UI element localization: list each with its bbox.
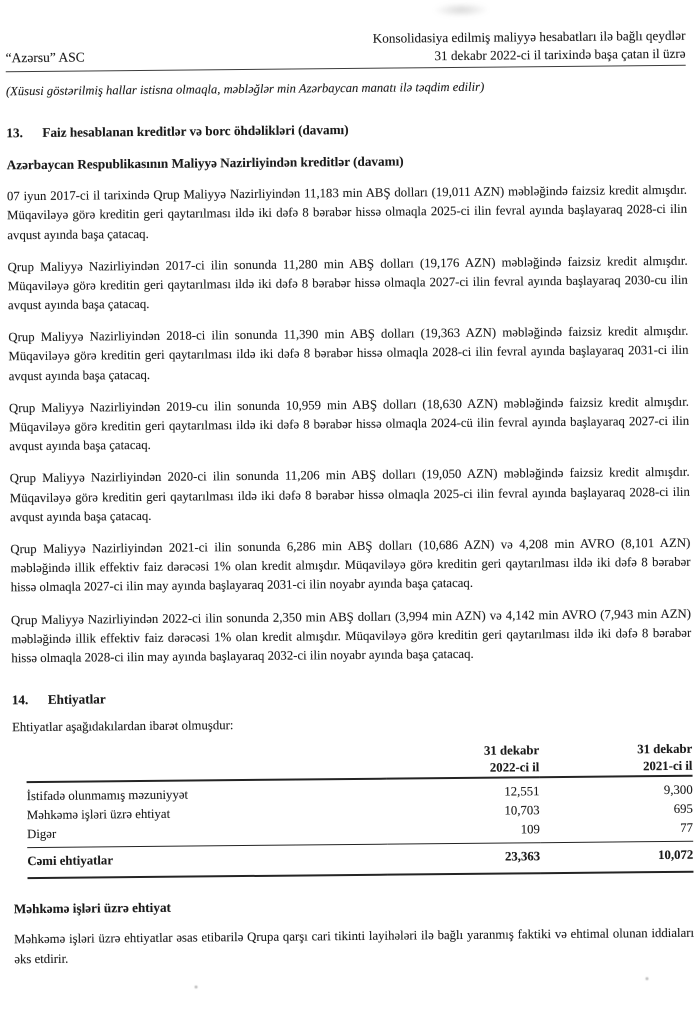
row-value-2022: 10,703 [504,803,540,818]
court-provision-paragraph: Məhkəmə işləri üzrə ehtiyatlar əsas etibarilə Qrupa qarşı cari tikinti layihələri ilə bağlı yaranmış faktiki və ehtimal olunan iddiaları əks etdirir. [14,926,695,966]
section-13-number: 13. [6,124,23,140]
section-14-heading [12,685,692,709]
report-title [373,27,686,66]
total-label: Cəmi ehtiyatlar [27,845,387,878]
table-header-2021 [539,741,693,777]
provisions-intro: Ehtiyatlar aşağıdakılardan ibarət olmuşdur: [11,718,234,735]
row-label: Məhkəmə işləri üzrə ehtiyat [26,806,171,823]
loan-paragraph: Qrup Maliyyə Nazirliyindən 2019-cu ilin sonunda 10,959 min ABŞ dolları (18,630 AZN) məbləğində faizsiz kredit almışdır. Müqaviləyə görə kreditin geri qaytarılması ildə iki dəfə 8 bərabər hissə olmaqla 2024-cü ilin fevral ayında başlayaraq 2027-ci ilin avqust ayında başa çatacaq. [8,394,690,454]
page-header [5,27,685,72]
row-value-2021: 77 [540,819,693,843]
loan-paragraph: Qrup Maliyyə Nazirliyindən 2021-ci ilin sonunda 6,286 min ABŞ dolları (10,686 AZN) və 4,208 min AVRO (8,101 AZN) məbləğində illik effektiv faiz dərəcəsi 1% olan kredit almışdır. Müqaviləyə görə kreditin geri qaytarılması ildə iki dəfə 8 bərabər hissə olmaqla 2027-ci ilin may ayında başlayaraq 2031-ci ilin noyabr ayında başa çatacaq. [10,535,691,595]
section-13-subheading: Azərbaycan Respublikasının Maliyyə Nazirliyindən kreditlər (davamı) [6,153,404,173]
col-header-2022-line1: 31 dekabr [483,743,540,758]
scan-artifact [645,977,648,980]
col-header-2021-line2: 2021-ci il [642,758,693,774]
row-value-2022: 109 [387,820,540,844]
loan-paragraph: Qrup Maliyyə Nazirliyindən 2017-ci ilin sonunda 11,280 min ABŞ dolları (19,176 AZN) məbləğində faizsiz kredit almışdır. Müqaviləyə görə kreditin geri qaytarılması ildə iki dəfə 8 bərabər hissə olmaqla 2027-ci ilin fevral ayında başlayaraq 2030-cu ilin avqust ayında başa çatacaq. [7,253,688,313]
total-value-2021: 10,072 [540,842,693,873]
provisions-table [26,741,693,879]
section-14-title: Ehtiyatlar [47,691,106,707]
row-label: İstifadə olunmamış məzuniyyət [26,787,189,803]
col-header-2022-line2: 2022-ci il [489,760,540,775]
row-label: Digər [27,822,387,848]
loan-paragraph: Qrup Maliyyə Nazirliyindən 2022-ci ilin sonunda 2,350 min ABŞ dolları (3,994 min AZN) və 4,142 min AVRO (7,943 min AZN) məbləğində illik effektiv faiz dərəcəsi 1% olan kredit almışdır. Müqaviləyə görə kreditin geri qaytarılması ildə iki dəfə 8 bərabər hissə olmaqla 2028-ci ilin may ayında başlayaraq 2032-ci ilin noyabr ayında başa çatacaq. [10,606,692,666]
company-name: “Azərsu” ASC [5,49,85,66]
scan-artifact [195,985,198,988]
section-14-number: 14. [11,692,29,708]
report-title-line2: 31 dekabr 2022-ci il tarixində başa çatan il üzrə [434,45,686,63]
total-value-2022: 23,363 [387,843,540,874]
row-value-2022: 12,551 [504,784,540,799]
currency-note: (Xüsusi göstərilmiş hallar istisna olmaqla, məbləğlər min Azərbaycan manatı ilə təqdim edilir) [5,79,485,98]
section-13 [6,117,691,668]
section-13-title: Faiz hesablanan kreditlər və borc öhdəlikləri (davamı) [42,121,349,140]
row-value-2021: 695 [673,801,693,816]
col-header-2021-line1: 31 dekabr [637,741,693,757]
table-header-empty [26,744,386,782]
section-14 [12,685,695,969]
court-provision-subheading: Məhkəmə işləri üzrə ehtiyat [13,899,171,916]
section-13-heading [6,117,686,141]
row-value-2021: 9,300 [663,782,693,797]
table-total-row [27,842,693,878]
report-title-line1: Konsolidasiya edilmiş maliyyə hesabatları ilə bağlı qeydlər [372,27,686,46]
loan-paragraph: 07 iyun 2017-ci il tarixində Qrup Maliyyə Nazirliyindən 11,183 min ABŞ dolları (19,011 AZN) məbləğində faizsiz kredit almışdır. Müqaviləyə görə kreditin geri qaytarılması ildə iki dəfə 8 bərabər hissə olmaqla 2025-ci ilin fevral ayında başlayaraq 2028-ci ilin avqust ayında başa çatacaq. [6,182,688,242]
scan-artifact [433,3,489,18]
table-header-2022 [386,742,539,778]
loan-paragraph: Qrup Maliyyə Nazirliyindən 2018-ci ilin sonunda 11,390 min ABŞ dolları (19,363 AZN) məbləğində faizsiz kredit almışdır. Müqaviləyə görə kreditin geri qaytarılması ildə iki dəfə 8 bərabər hissə olmaqla 2028-ci ilin fevral ayında başlayaraq 2031-ci ilin avqust ayında başa çatacaq. [8,324,689,383]
loan-paragraph: Qrup Maliyyə Nazirliyindən 2020-ci ilin sonunda 11,206 min ABŞ dolları (19,050 AZN) məbləğində faizsiz kredit almışdır. Müqaviləyə görə kreditin geri qaytarılması ildə iki dəfə 8 bərabər hissə olmaqla 2025-ci ilin fevral ayında başlayaraq 2028-ci ilin avqust ayında başa çatacaq. [9,465,690,525]
